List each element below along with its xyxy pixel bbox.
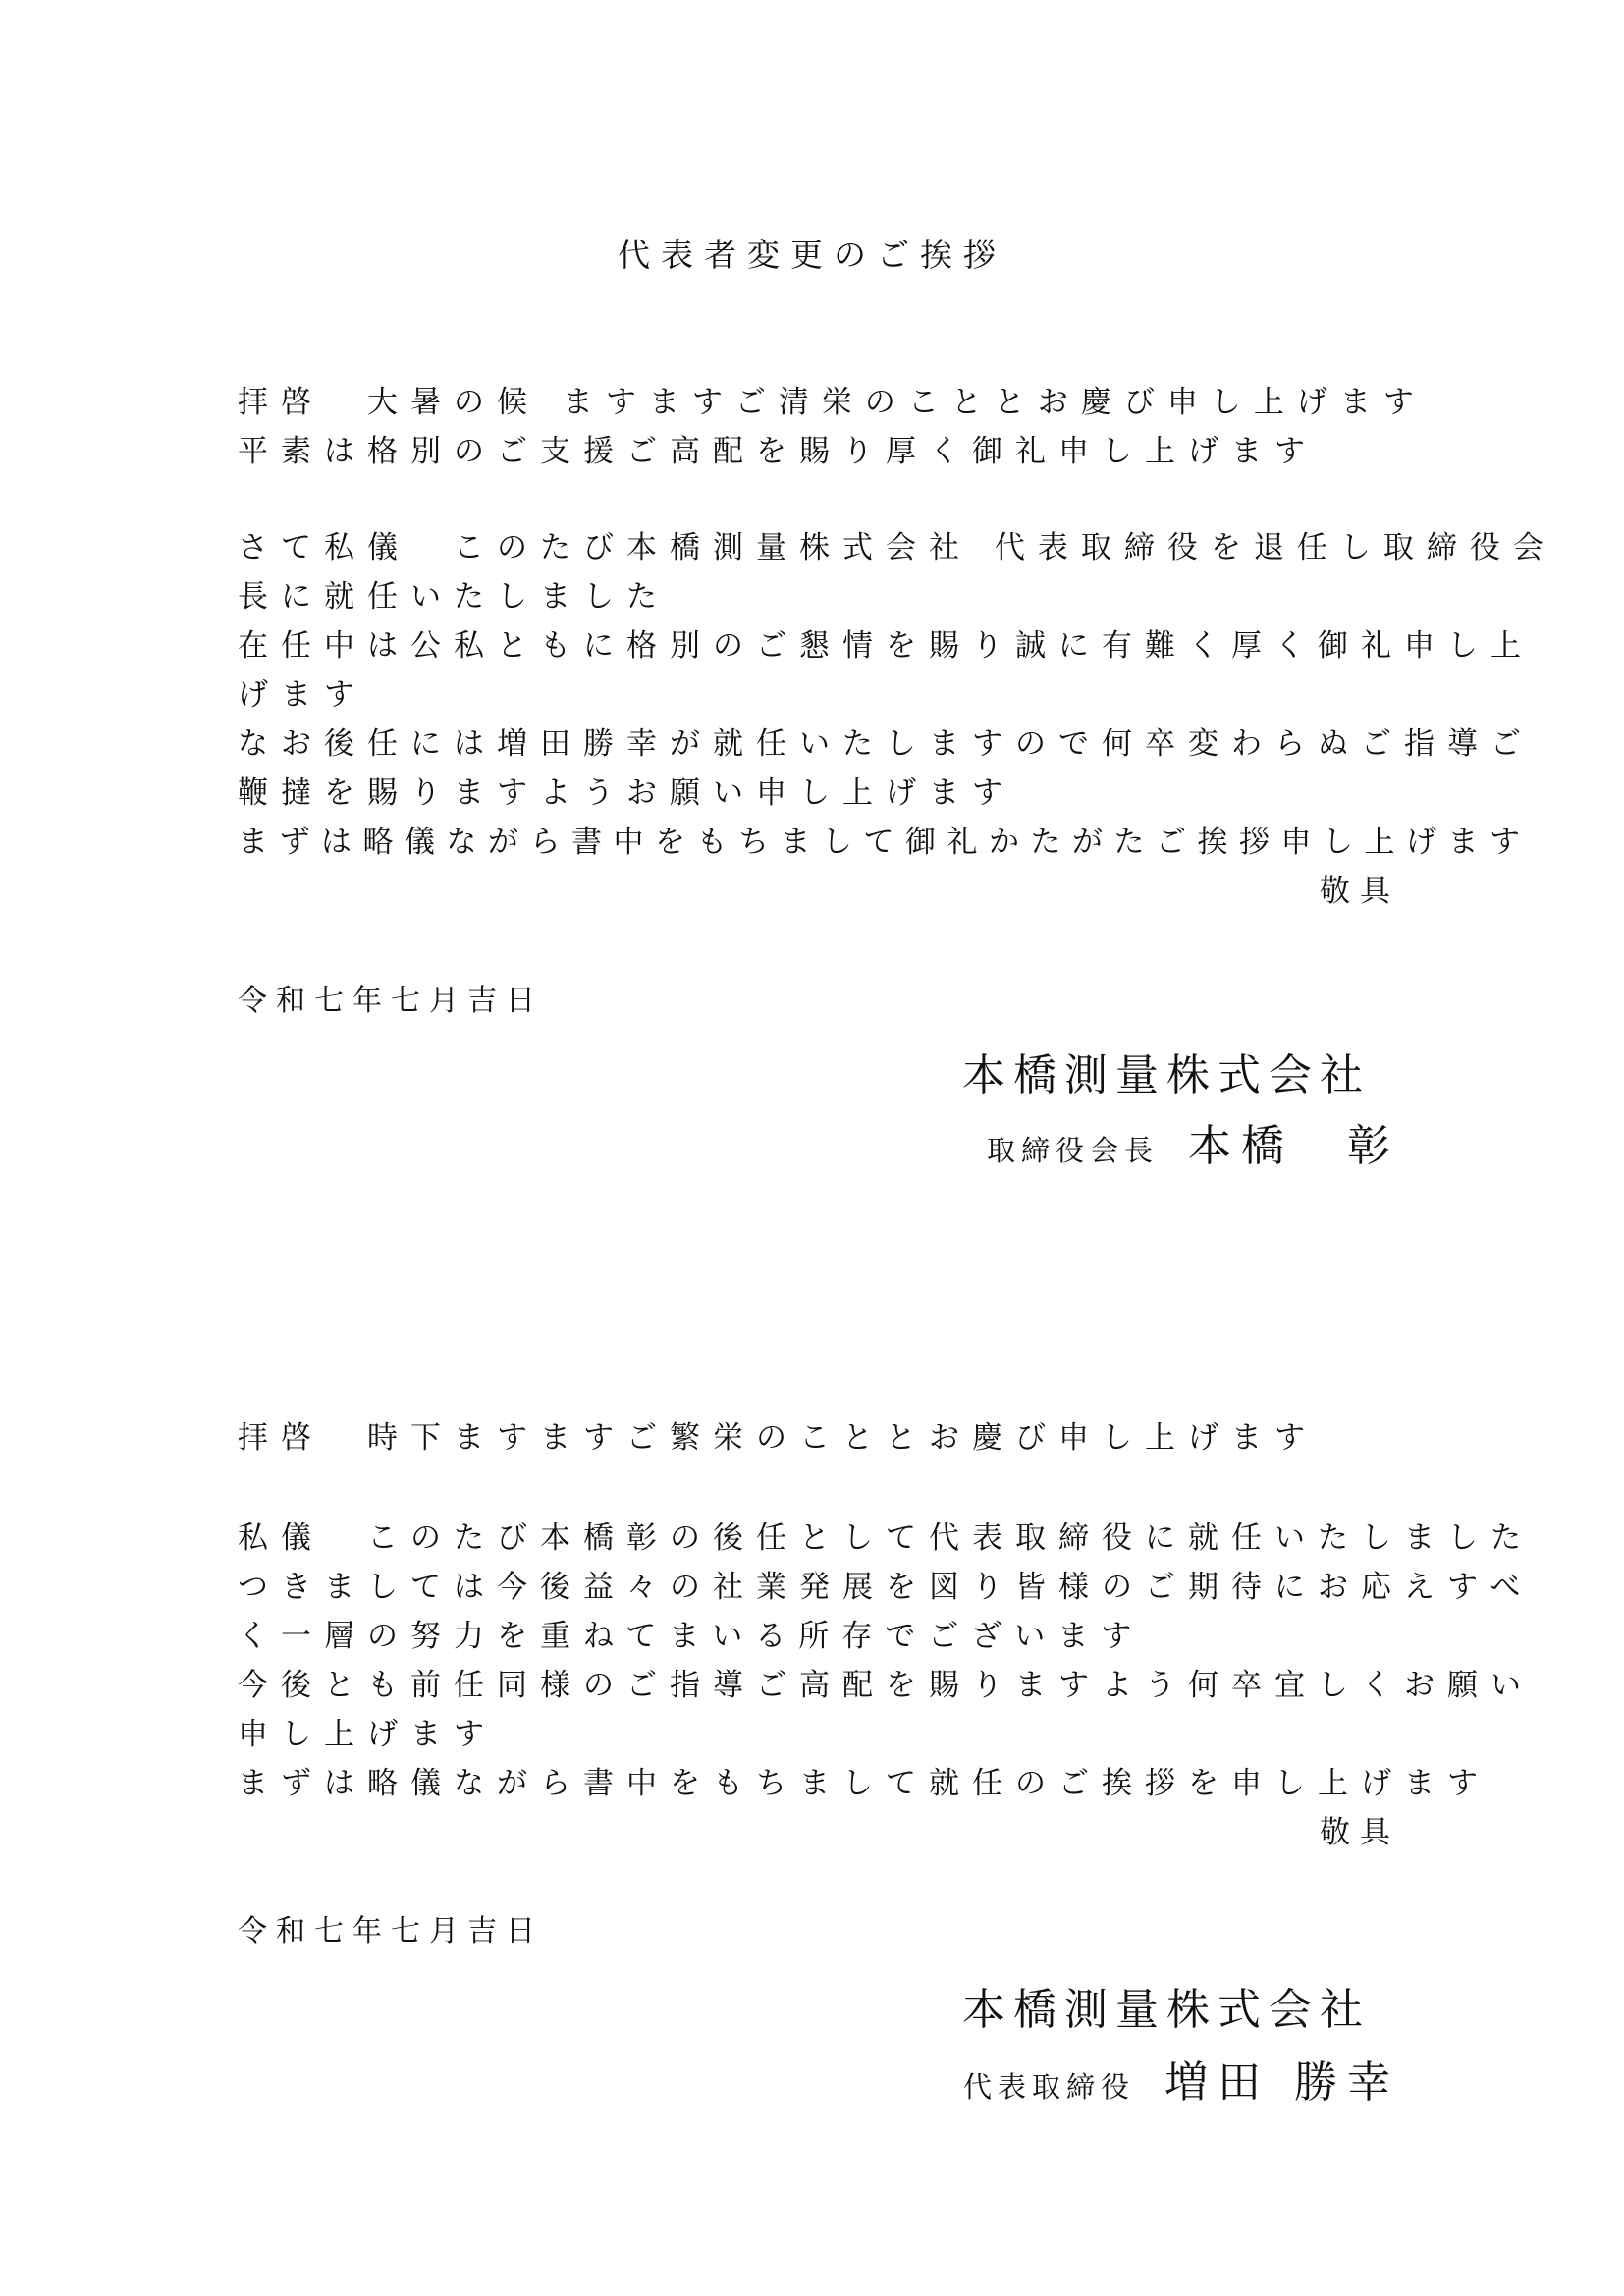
letter1-line: なお後任には増田勝幸が就任いたしますので何卒変わらぬご指導ご: [238, 726, 1534, 762]
letter2-line: 今後とも前任同様のご指導ご高配を賜りますよう何卒宜しくお願い: [238, 1668, 1534, 1703]
letter2-blank-line: [238, 1463, 1400, 1514]
letter1-line: さて私儀 このたび本橋測量株式会社 代表取締役を退任し取締役会: [238, 530, 1556, 565]
letter1-line: げます: [238, 677, 367, 713]
letter1-date: 令和七年七月吉日: [238, 984, 544, 1018]
letter1-blank-line: [238, 476, 1400, 523]
letter2-line: つきましては今後益々の社業発展を図り皆様のご期待にお応えすべ: [238, 1570, 1534, 1605]
letter1-line: 鞭撻を賜りますようお願い申し上げます: [238, 775, 1015, 811]
letter1-line: 長に就任いたしました: [238, 579, 670, 614]
letter2-signer-name: 増田 勝幸: [1164, 2057, 1400, 2108]
letter2-line: 私儀 このたび本橋彰の後任として代表取締役に就任いたしました: [238, 1521, 1534, 1556]
letter2-line: く一層の努力を重ねてまいる所存でございます: [238, 1619, 1145, 1654]
letter1-line: まずは略儀ながら書中をもちまして御礼かたがたご挨拶申し上げます: [238, 825, 1532, 860]
letter1-body: [238, 378, 1556, 916]
letter2-closing: 敬具: [1320, 1815, 1400, 1850]
letter2-line: 拝啓 時下ますますご繁栄のこととお慶び申し上げます: [238, 1420, 1318, 1456]
letter1-signature: [987, 1119, 1400, 1183]
letter2-line: まずは略儀ながら書中をもちまして就任のご挨拶を申し上げます: [238, 1766, 1490, 1801]
letter1-line: 在任中は公私ともに格別のご懇情を賜り誠に有難く厚く御礼申し上: [238, 628, 1534, 664]
letter2-signature: [963, 2056, 1400, 2119]
letter1-closing: 敬具: [1320, 874, 1400, 909]
letter2-signer-title: 代表取締役: [962, 2070, 1135, 2104]
letter1-signer-name: 本橋 彰: [1188, 1121, 1400, 1171]
letter2-company-name: 本橋測量株式会社: [962, 1985, 1371, 2035]
letter1-line: 平素は格別のご支援ご高配を賜り厚く御礼申し上げます: [238, 434, 1318, 469]
letter2-line: 申し上げます: [238, 1717, 497, 1752]
letter2-body: [238, 1414, 1534, 1857]
letter1-company-name: 本橋測量株式会社: [962, 1050, 1371, 1100]
letter1-signer-title: 取締役会長: [986, 1134, 1159, 1167]
letter2-date: 令和七年七月吉日: [238, 1914, 544, 1949]
letter1-line: 拝啓 大暑の候 ますますご清栄のこととお慶び申し上げます: [238, 385, 1427, 420]
document-title: 代表者変更のご挨拶: [618, 236, 1006, 274]
